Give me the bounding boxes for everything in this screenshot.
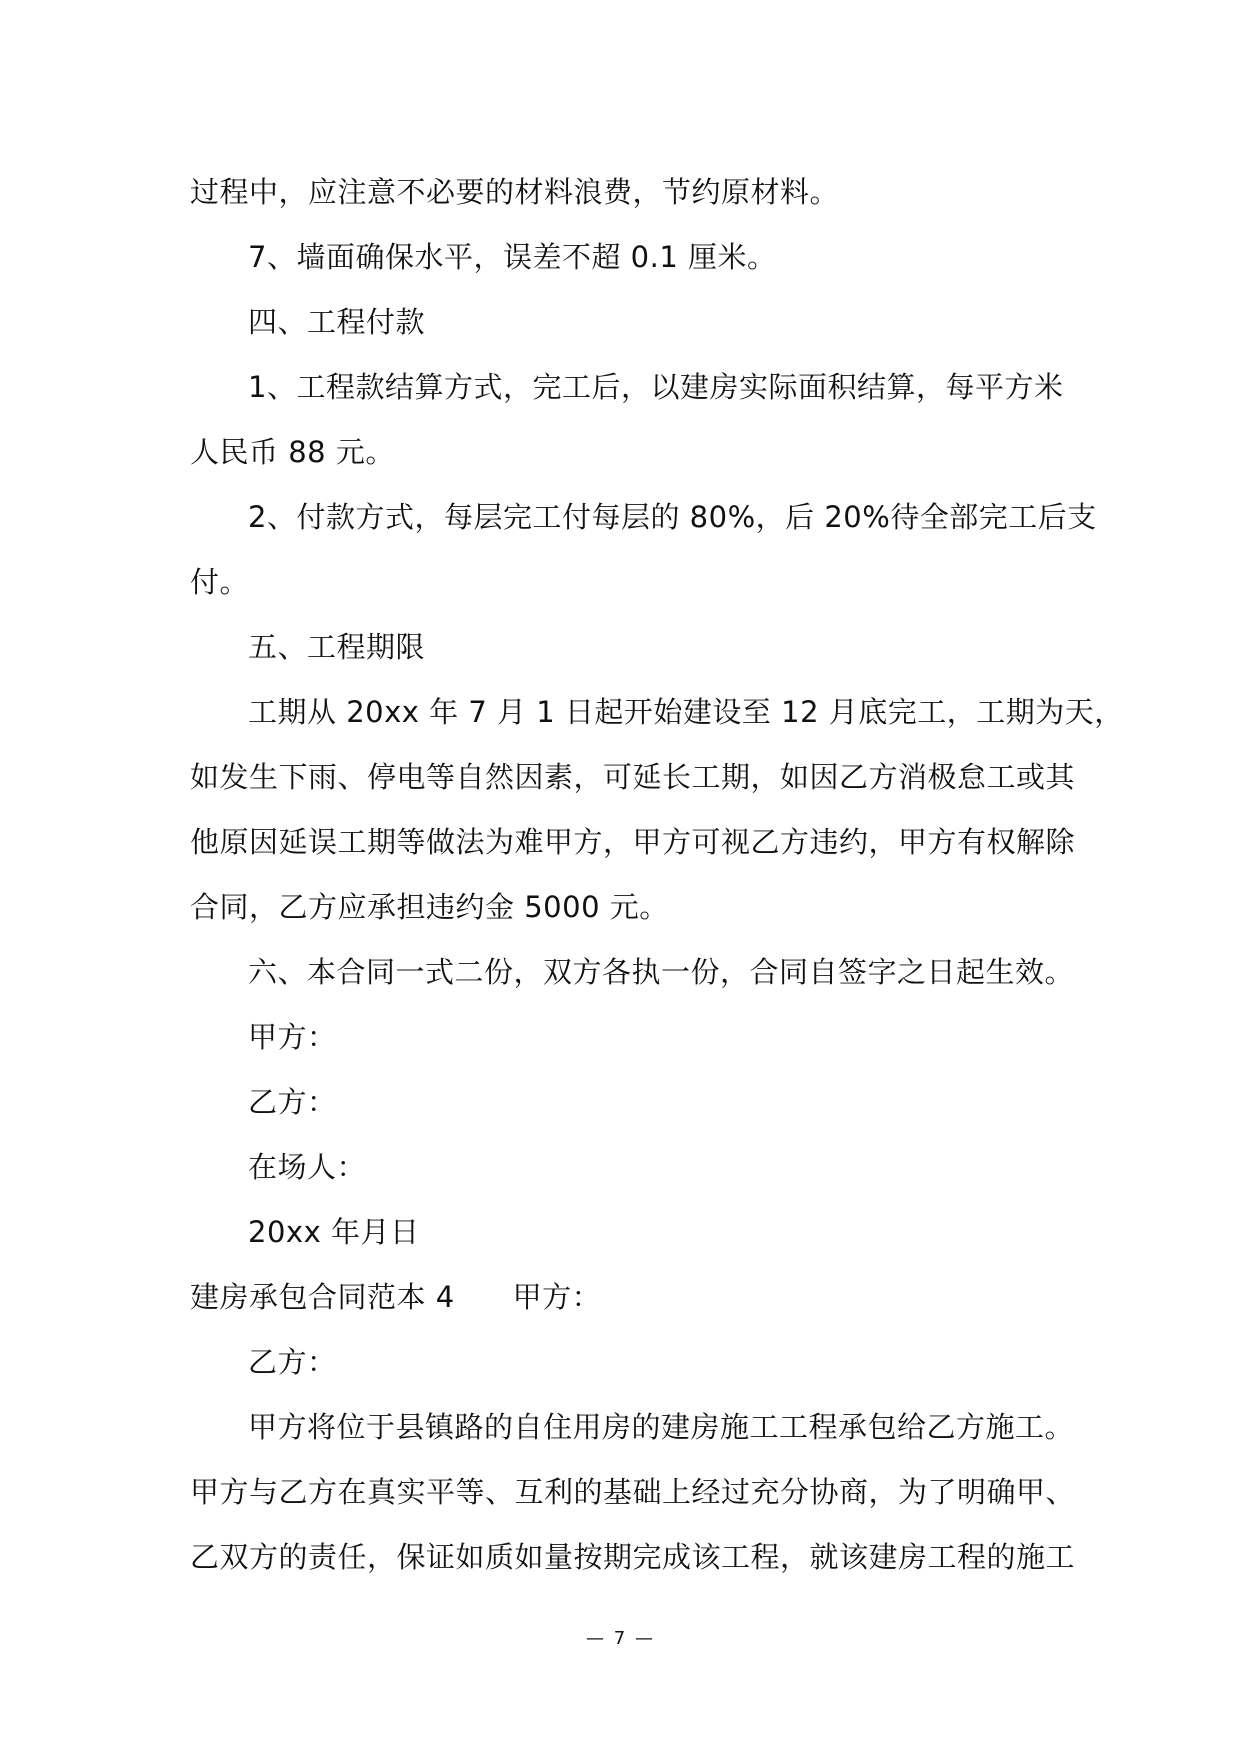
text-line: 乙双方的责任，保证如质如量按期完成该工程，就该建房工程的施工: [190, 1540, 1076, 1574]
party-a-label: 甲方：: [512, 1280, 602, 1314]
text-line: 人民币 88 元。: [190, 435, 395, 469]
party-b-label: 乙方：: [248, 1345, 337, 1379]
page-number: — 7 —: [586, 1628, 655, 1649]
signature-party-b: 乙方：: [248, 1085, 337, 1119]
text-line: 合同，乙方应承担违约金 5000 元。: [190, 890, 669, 924]
signature-party-a: 甲方：: [248, 1020, 337, 1054]
text-line: 甲方与乙方在真实平等、互利的基础上经过充分协商，为了明确甲、: [190, 1475, 1076, 1509]
contract-title: 建房承包合同范本 4: [190, 1280, 455, 1314]
text-line: 2、付款方式，每层完工付每层的 80%，后 20%待全部完工后支: [248, 500, 1097, 534]
signature-date: 20xx 年月日: [248, 1215, 420, 1249]
text-line: 1、工程款结算方式，完工后，以建房实际面积结算，每平方米: [248, 370, 1064, 404]
signature-witness: 在场人：: [248, 1150, 367, 1184]
body-text: [190, 160, 1124, 1590]
text-line: 工期从 20xx 年 7 月 1 日起开始建设至 12 月底完工，工期为天，: [248, 695, 1124, 729]
text-line: 甲方将位于县镇路的自住用房的建房施工工程承包给乙方施工。: [248, 1410, 1075, 1444]
text-line: 如发生下雨、停电等自然因素，可延长工期，如因乙方消极怠工或其: [190, 760, 1076, 794]
text-line: 7、墙面确保水平，误差不超 0.1 厘米。: [248, 240, 777, 274]
section-heading: 五、工程期限: [248, 630, 426, 664]
section-heading: 四、工程付款: [248, 305, 426, 339]
contract-heading-line: [190, 1265, 1060, 1330]
text-line: 六、本合同一式二份，双方各执一份，合同自签字之日起生效。: [248, 955, 1075, 989]
text-line: 他原因延误工期等做法为难甲方，甲方可视乙方违约，甲方有权解除: [190, 825, 1076, 859]
text-line: 付。: [190, 565, 250, 599]
text-line: 过程中，应注意不必要的材料浪费，节约原材料。: [190, 175, 840, 209]
